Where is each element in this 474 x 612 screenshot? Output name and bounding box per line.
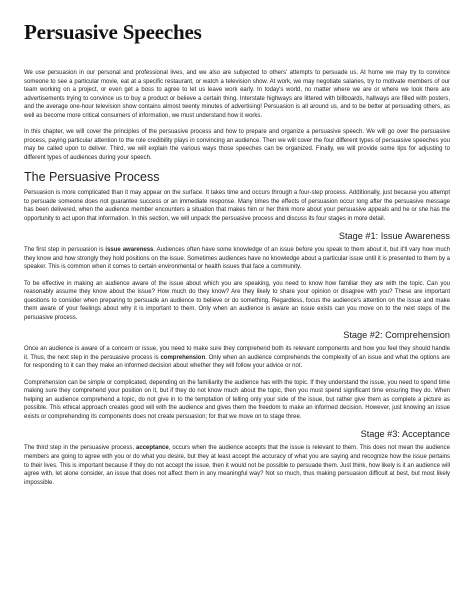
stage2-paragraph-2: Comprehension can be simple or complicated, depending on the familiarity the audience has with the topic. If they understand the issue, you need to spend time making sure they comprehend your position on it, but if they do not know much about the topic, then you must spend significant time ensuring they do. When helping an audience comprehend a topic, do not give in to the temptation of telling only your side of the issue, but rather give them as complete a picture as possible. This ethical approach creates good will with the audience and gives them the freedom to make an informed decision. However, just knowing an issue exists or comprehending its components does not create persuasion; for that we move on to stage three. [24,379,450,420]
term-issue-awareness: issue awareness [105,247,154,254]
term-comprehension: comprehension [160,354,206,361]
intro-paragraph-1: We use persuasion in our personal and professional lives, and we also are subjected to others' attempts to persuade us. At home we may try to convince someone to see a particular movie, eat at a specific restaurant, or watch a television show. At work, we may negotiate salaries, try to motivate members of our team working on a project, or even get a boss to agree to let us leave work early. In today's world, no matter where we are or where we look there are advertisements trying to convince us to buy a product or believe a certain thing. Interstate highways are littered with billboards, hallways are filled with posters, and the average one-hour television show contains almost twenty minutes of advertising! Persuasion is all around us, and to be better at persuading others, as well as become more critical consumers of information, we must understand how it works. [24,70,450,119]
stage1-heading: Stage #1: Issue Awareness [338,231,450,242]
stage3-paragraph-1: The third step in the persuasive process, acceptance, occurs when the audience accepts that the issue is relevant to them. This does not mean the audience members are going to agree with you or do what you desire, but they at least accept the accuracy of what you are saying and recognize how the issue pertains to their lives. This is important because if they do not accept the issue, then it would not be possible to persuade them. Just think, how likely is it an audience will agree with, let alone consider, an issue that does not affect them in any meaningful way? Not so much, thus making persuasion difficult at best, but most likely impossible. [24,445,450,486]
intro-paragraph-2: In this chapter, we will cover the principles of the persuasive process and how to prepare and organize a persuasive speech. We will go over the persuasive process, paying particular attention to the role credibility plays in convincing an audience. Then we will cover the four different types of persuasive speeches you may be called upon to deliver. Third, we will explain the various ways those speeches can be organized. Finally, we will provide some tips for adjusting to different types of audiences during your speech. [24,129,450,161]
stage2-heading: Stage #2: Comprehension [343,330,450,341]
stage3-heading: Stage #3: Acceptance [360,429,450,440]
section-heading: The Persuasive Process [24,170,160,185]
page-title: Persuasive Speeches [24,20,202,44]
stage1-paragraph-1: The first step in persuasion is issue awareness. Audiences often have some knowledge of an issue before you speak to them about it, but it'll vary how much they know and how strongly they hold positions on the issue. Sometimes audiences have no knowledge about a particular issue until it is presented to them by a speaker. This is common when it comes to certain environmental or health issues that face a community. [24,247,451,271]
stage2-paragraph-1: Once an audience is aware of a concern or issue, you need to make sure they comprehend both its relevant components and how you feel they should handle it. Thus, the next step in the persuasive process is comprehension. Only when an audience comprehends the complexity of an issue and what the options are for responding to it can they make an informed decision about whether they will follow your advice or not. [24,346,450,370]
term-acceptance: acceptance [136,445,169,452]
stage1-paragraph-2: To be effective in making an audience aware of the issue about which you are speaking, you need to know how familiar they are with the topic. Can you reasonably assume they know about the issue? How much do they know? Are they likely to share your opinion or disagree with you? These are important questions to consider when preparing to persuade an audience to believe or do something. Regardless, focus the audience's attention on the issue and make them aware of your feelings about why it is important to them. Only when an audience is aware an issue exists can you move on to the next steps of the persuasive process. [24,280,450,321]
section-paragraph: Persuasion is more complicated than it may appear on the surface. It takes time and occurs through a four-step process. Additionally, just because you attempt to persuade someone does not guarantee success or an immediate response. Many times the effects of persuasion occur long after the persuasive message has been delivered, when the audience member encounters a situation that makes him or her think more about your persuasive appeals and he or she has the opportunity to act upon that information. In this section, we will unpack the persuasive process and discuss its four stages in more detail. [24,190,450,222]
